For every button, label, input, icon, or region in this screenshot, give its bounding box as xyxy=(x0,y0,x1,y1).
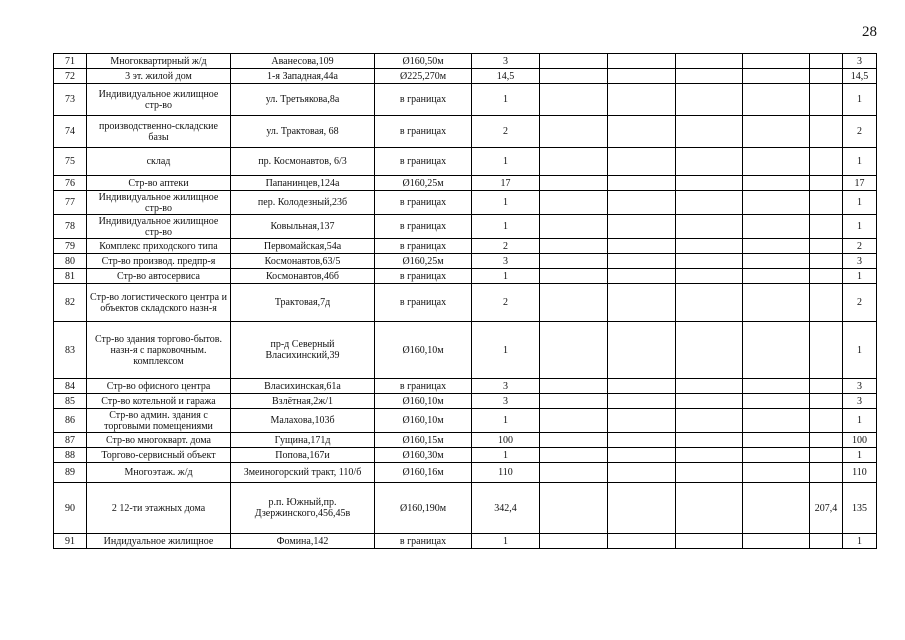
table-row xyxy=(54,534,877,549)
col7-cell xyxy=(608,394,676,409)
col11-cell: 2 xyxy=(843,239,877,254)
col6-cell xyxy=(540,84,608,116)
table-row xyxy=(54,409,877,433)
col10-cell xyxy=(810,409,843,433)
col5-cell: 100 xyxy=(472,433,540,448)
pipe-cell: в границах xyxy=(375,116,472,148)
col7-cell xyxy=(608,69,676,84)
pipe-cell: в границах xyxy=(375,534,472,549)
address-cell: Власихинская,61а xyxy=(231,379,375,394)
pipe-cell: Ø160,50м xyxy=(375,54,472,69)
pipe-cell: Ø160,10м xyxy=(375,394,472,409)
table-row xyxy=(54,269,877,284)
col6-cell xyxy=(540,379,608,394)
address-cell: Трактовая,7д xyxy=(231,284,375,322)
col6-cell xyxy=(540,534,608,549)
col6-cell xyxy=(540,176,608,191)
col11-cell: 1 xyxy=(843,191,877,215)
col7-cell xyxy=(608,54,676,69)
col10-cell xyxy=(810,433,843,448)
col11-cell: 1 xyxy=(843,84,877,116)
col8-cell xyxy=(676,284,743,322)
row-number: 87 xyxy=(54,433,87,448)
object-cell: Индивидуальное жилищное стр-во xyxy=(87,84,231,116)
col10-cell: 207,4 xyxy=(810,483,843,534)
pipe-cell: Ø160,25м xyxy=(375,176,472,191)
page-number: 28 xyxy=(862,24,877,40)
col10-cell xyxy=(810,284,843,322)
col8-cell xyxy=(676,116,743,148)
table-row xyxy=(54,69,877,84)
col11-cell: 1 xyxy=(843,534,877,549)
col10-cell xyxy=(810,448,843,463)
col7-cell xyxy=(608,463,676,483)
col9-cell xyxy=(743,176,810,191)
pipe-cell: Ø225,270м xyxy=(375,69,472,84)
address-cell: Папанинцев,124а xyxy=(231,176,375,191)
col8-cell xyxy=(676,191,743,215)
col7-cell xyxy=(608,239,676,254)
object-cell: Многоквартирный ж/д xyxy=(87,54,231,69)
row-number: 84 xyxy=(54,379,87,394)
col5-cell: 17 xyxy=(472,176,540,191)
col8-cell xyxy=(676,379,743,394)
address-cell: р.п. Южный,пр. Дзержинского,456,45в xyxy=(231,483,375,534)
address-cell: Космонавтов,63/5 xyxy=(231,254,375,269)
col5-cell: 14,5 xyxy=(472,69,540,84)
pipe-cell: Ø160,16м xyxy=(375,463,472,483)
object-cell: Стр-во здания торгово-бытов. назн-я с парковочным. комплексом xyxy=(87,322,231,379)
col11-cell: 100 xyxy=(843,433,877,448)
row-number: 79 xyxy=(54,239,87,254)
row-number: 88 xyxy=(54,448,87,463)
row-number: 76 xyxy=(54,176,87,191)
address-cell: Первомайская,54а xyxy=(231,239,375,254)
object-cell: Стр-во автосервиса xyxy=(87,269,231,284)
pipe-cell: в границах xyxy=(375,191,472,215)
table-row xyxy=(54,448,877,463)
col11-cell: 135 xyxy=(843,483,877,534)
col5-cell: 1 xyxy=(472,269,540,284)
col8-cell xyxy=(676,84,743,116)
address-cell: Попова,167и xyxy=(231,448,375,463)
row-number: 89 xyxy=(54,463,87,483)
col6-cell xyxy=(540,409,608,433)
address-cell: ул. Трактовая, 68 xyxy=(231,116,375,148)
col9-cell xyxy=(743,483,810,534)
address-cell: Змеиногорский тракт, 110/б xyxy=(231,463,375,483)
table-row xyxy=(54,148,877,176)
object-cell: Индивидуальное жилищное стр-во xyxy=(87,215,231,239)
object-cell: Стр-во производ. предпр-я xyxy=(87,254,231,269)
col5-cell: 342,4 xyxy=(472,483,540,534)
col7-cell xyxy=(608,148,676,176)
col8-cell xyxy=(676,409,743,433)
col7-cell xyxy=(608,191,676,215)
col6-cell xyxy=(540,69,608,84)
col6-cell xyxy=(540,284,608,322)
object-cell: Стр-во логистического центра и объектов складского назн-я xyxy=(87,284,231,322)
col7-cell xyxy=(608,379,676,394)
col6-cell xyxy=(540,394,608,409)
table-row xyxy=(54,54,877,69)
object-cell: Стр-во аптеки xyxy=(87,176,231,191)
col7-cell xyxy=(608,448,676,463)
object-cell: 2 12-ти этажных дома xyxy=(87,483,231,534)
col10-cell xyxy=(810,191,843,215)
col8-cell xyxy=(676,254,743,269)
col10-cell xyxy=(810,239,843,254)
col6-cell xyxy=(540,269,608,284)
col10-cell xyxy=(810,534,843,549)
col11-cell: 3 xyxy=(843,54,877,69)
address-cell: пер. Колодезный,23б xyxy=(231,191,375,215)
object-cell: Стр-во котельной и гаража xyxy=(87,394,231,409)
col5-cell: 1 xyxy=(472,84,540,116)
pipe-cell: Ø160,10м xyxy=(375,409,472,433)
col6-cell xyxy=(540,463,608,483)
row-number: 72 xyxy=(54,69,87,84)
col11-cell: 3 xyxy=(843,379,877,394)
col9-cell xyxy=(743,409,810,433)
col5-cell: 1 xyxy=(472,534,540,549)
col8-cell xyxy=(676,322,743,379)
col9-cell xyxy=(743,116,810,148)
table-row xyxy=(54,463,877,483)
col8-cell xyxy=(676,148,743,176)
col10-cell xyxy=(810,215,843,239)
col7-cell xyxy=(608,433,676,448)
col6-cell xyxy=(540,322,608,379)
col6-cell xyxy=(540,239,608,254)
table-row xyxy=(54,433,877,448)
row-number: 85 xyxy=(54,394,87,409)
object-cell: Стр-во многокварт. дома xyxy=(87,433,231,448)
col6-cell xyxy=(540,191,608,215)
col11-cell: 3 xyxy=(843,254,877,269)
col7-cell xyxy=(608,534,676,549)
col11-cell: 2 xyxy=(843,284,877,322)
table-row xyxy=(54,84,877,116)
col8-cell xyxy=(676,394,743,409)
pipe-cell: Ø160,30м xyxy=(375,448,472,463)
row-number: 91 xyxy=(54,534,87,549)
col7-cell xyxy=(608,84,676,116)
table-row xyxy=(54,254,877,269)
col11-cell: 1 xyxy=(843,322,877,379)
address-cell: 1-я Западная,44а xyxy=(231,69,375,84)
table-row xyxy=(54,394,877,409)
col5-cell: 3 xyxy=(472,254,540,269)
col5-cell: 1 xyxy=(472,322,540,379)
col7-cell xyxy=(608,116,676,148)
address-cell: Гущина,171д xyxy=(231,433,375,448)
row-number: 81 xyxy=(54,269,87,284)
pipe-cell: Ø160,25м xyxy=(375,254,472,269)
pipe-cell: в границах xyxy=(375,215,472,239)
row-number: 86 xyxy=(54,409,87,433)
object-cell: производственно-складские базы xyxy=(87,116,231,148)
col10-cell xyxy=(810,254,843,269)
col8-cell xyxy=(676,433,743,448)
col9-cell xyxy=(743,379,810,394)
col11-cell: 14,5 xyxy=(843,69,877,84)
col9-cell xyxy=(743,534,810,549)
col9-cell xyxy=(743,239,810,254)
pipe-cell: в границах xyxy=(375,379,472,394)
pipe-cell: Ø160,15м xyxy=(375,433,472,448)
col8-cell xyxy=(676,269,743,284)
col10-cell xyxy=(810,176,843,191)
col10-cell xyxy=(810,116,843,148)
row-number: 82 xyxy=(54,284,87,322)
address-cell: пр-д Северный Власихинский,39 xyxy=(231,322,375,379)
col5-cell: 110 xyxy=(472,463,540,483)
col7-cell xyxy=(608,284,676,322)
address-cell: Аванесова,109 xyxy=(231,54,375,69)
col9-cell xyxy=(743,448,810,463)
object-cell: Комплекс приходского типа xyxy=(87,239,231,254)
col10-cell xyxy=(810,148,843,176)
row-number: 90 xyxy=(54,483,87,534)
col11-cell: 1 xyxy=(843,148,877,176)
col10-cell xyxy=(810,379,843,394)
col9-cell xyxy=(743,322,810,379)
col9-cell xyxy=(743,284,810,322)
table-row xyxy=(54,116,877,148)
col9-cell xyxy=(743,215,810,239)
col11-cell: 1 xyxy=(843,269,877,284)
table-row xyxy=(54,284,877,322)
address-cell: пр. Космонавтов, 6/3 xyxy=(231,148,375,176)
table-row xyxy=(54,215,877,239)
col9-cell xyxy=(743,463,810,483)
object-cell: Индивидуальное жилищное стр-во xyxy=(87,191,231,215)
col8-cell xyxy=(676,239,743,254)
col10-cell xyxy=(810,322,843,379)
col9-cell xyxy=(743,84,810,116)
col8-cell xyxy=(676,448,743,463)
col7-cell xyxy=(608,269,676,284)
object-cell: Многоэтаж. ж/д xyxy=(87,463,231,483)
pipe-cell: Ø160,10м xyxy=(375,322,472,379)
col9-cell xyxy=(743,394,810,409)
col5-cell: 2 xyxy=(472,284,540,322)
col5-cell: 3 xyxy=(472,54,540,69)
pipe-cell: в границах xyxy=(375,148,472,176)
col11-cell: 3 xyxy=(843,394,877,409)
pipe-cell: в границах xyxy=(375,269,472,284)
col5-cell: 1 xyxy=(472,148,540,176)
col10-cell xyxy=(810,463,843,483)
col9-cell xyxy=(743,433,810,448)
col7-cell xyxy=(608,215,676,239)
col7-cell xyxy=(608,176,676,191)
col5-cell: 3 xyxy=(472,394,540,409)
col6-cell xyxy=(540,215,608,239)
table-row xyxy=(54,483,877,534)
table-row xyxy=(54,191,877,215)
row-number: 74 xyxy=(54,116,87,148)
col5-cell: 2 xyxy=(472,239,540,254)
col9-cell xyxy=(743,148,810,176)
address-cell: Ковыльная,137 xyxy=(231,215,375,239)
col7-cell xyxy=(608,409,676,433)
col6-cell xyxy=(540,54,608,69)
col5-cell: 3 xyxy=(472,379,540,394)
row-number: 73 xyxy=(54,84,87,116)
col11-cell: 110 xyxy=(843,463,877,483)
address-cell: Космонавтов,46б xyxy=(231,269,375,284)
col6-cell xyxy=(540,433,608,448)
pipe-cell: Ø160,190м xyxy=(375,483,472,534)
col8-cell xyxy=(676,483,743,534)
col8-cell xyxy=(676,69,743,84)
col6-cell xyxy=(540,483,608,534)
col6-cell xyxy=(540,448,608,463)
table-row xyxy=(54,379,877,394)
col8-cell xyxy=(676,463,743,483)
col9-cell xyxy=(743,191,810,215)
col7-cell xyxy=(608,254,676,269)
col6-cell xyxy=(540,254,608,269)
pipe-cell: в границах xyxy=(375,284,472,322)
col10-cell xyxy=(810,269,843,284)
col11-cell: 17 xyxy=(843,176,877,191)
object-cell: Индидуальное жилищное xyxy=(87,534,231,549)
col8-cell xyxy=(676,534,743,549)
col10-cell xyxy=(810,84,843,116)
col10-cell xyxy=(810,54,843,69)
row-number: 75 xyxy=(54,148,87,176)
col10-cell xyxy=(810,394,843,409)
row-number: 83 xyxy=(54,322,87,379)
col8-cell xyxy=(676,54,743,69)
pipe-cell: в границах xyxy=(375,239,472,254)
col5-cell: 2 xyxy=(472,116,540,148)
pipe-cell: в границах xyxy=(375,84,472,116)
table-body xyxy=(54,54,877,549)
col5-cell: 1 xyxy=(472,215,540,239)
col7-cell xyxy=(608,322,676,379)
col11-cell: 2 xyxy=(843,116,877,148)
col11-cell: 1 xyxy=(843,215,877,239)
address-cell: Фомина,142 xyxy=(231,534,375,549)
col8-cell xyxy=(676,176,743,191)
table-row xyxy=(54,322,877,379)
row-number: 77 xyxy=(54,191,87,215)
row-number: 71 xyxy=(54,54,87,69)
address-cell: Взлётная,2ж/1 xyxy=(231,394,375,409)
col7-cell xyxy=(608,483,676,534)
table-row xyxy=(54,176,877,191)
col11-cell: 1 xyxy=(843,409,877,433)
object-cell: Торгово-сервисный объект xyxy=(87,448,231,463)
col9-cell xyxy=(743,54,810,69)
row-number: 80 xyxy=(54,254,87,269)
col5-cell: 1 xyxy=(472,409,540,433)
col9-cell xyxy=(743,269,810,284)
object-cell: Стр-во админ. здания с торговыми помещениями xyxy=(87,409,231,433)
col10-cell xyxy=(810,69,843,84)
col5-cell: 1 xyxy=(472,448,540,463)
address-cell: Малахова,103б xyxy=(231,409,375,433)
table-row xyxy=(54,239,877,254)
row-number: 78 xyxy=(54,215,87,239)
col8-cell xyxy=(676,215,743,239)
col6-cell xyxy=(540,148,608,176)
object-cell: склад xyxy=(87,148,231,176)
object-cell: 3 эт. жилой дом xyxy=(87,69,231,84)
col5-cell: 1 xyxy=(472,191,540,215)
col9-cell xyxy=(743,69,810,84)
object-cell: Стр-во офисного центра xyxy=(87,379,231,394)
col9-cell xyxy=(743,254,810,269)
address-cell: ул. Третьякова,8а xyxy=(231,84,375,116)
allocation-table xyxy=(53,53,877,549)
col11-cell: 1 xyxy=(843,448,877,463)
col6-cell xyxy=(540,116,608,148)
